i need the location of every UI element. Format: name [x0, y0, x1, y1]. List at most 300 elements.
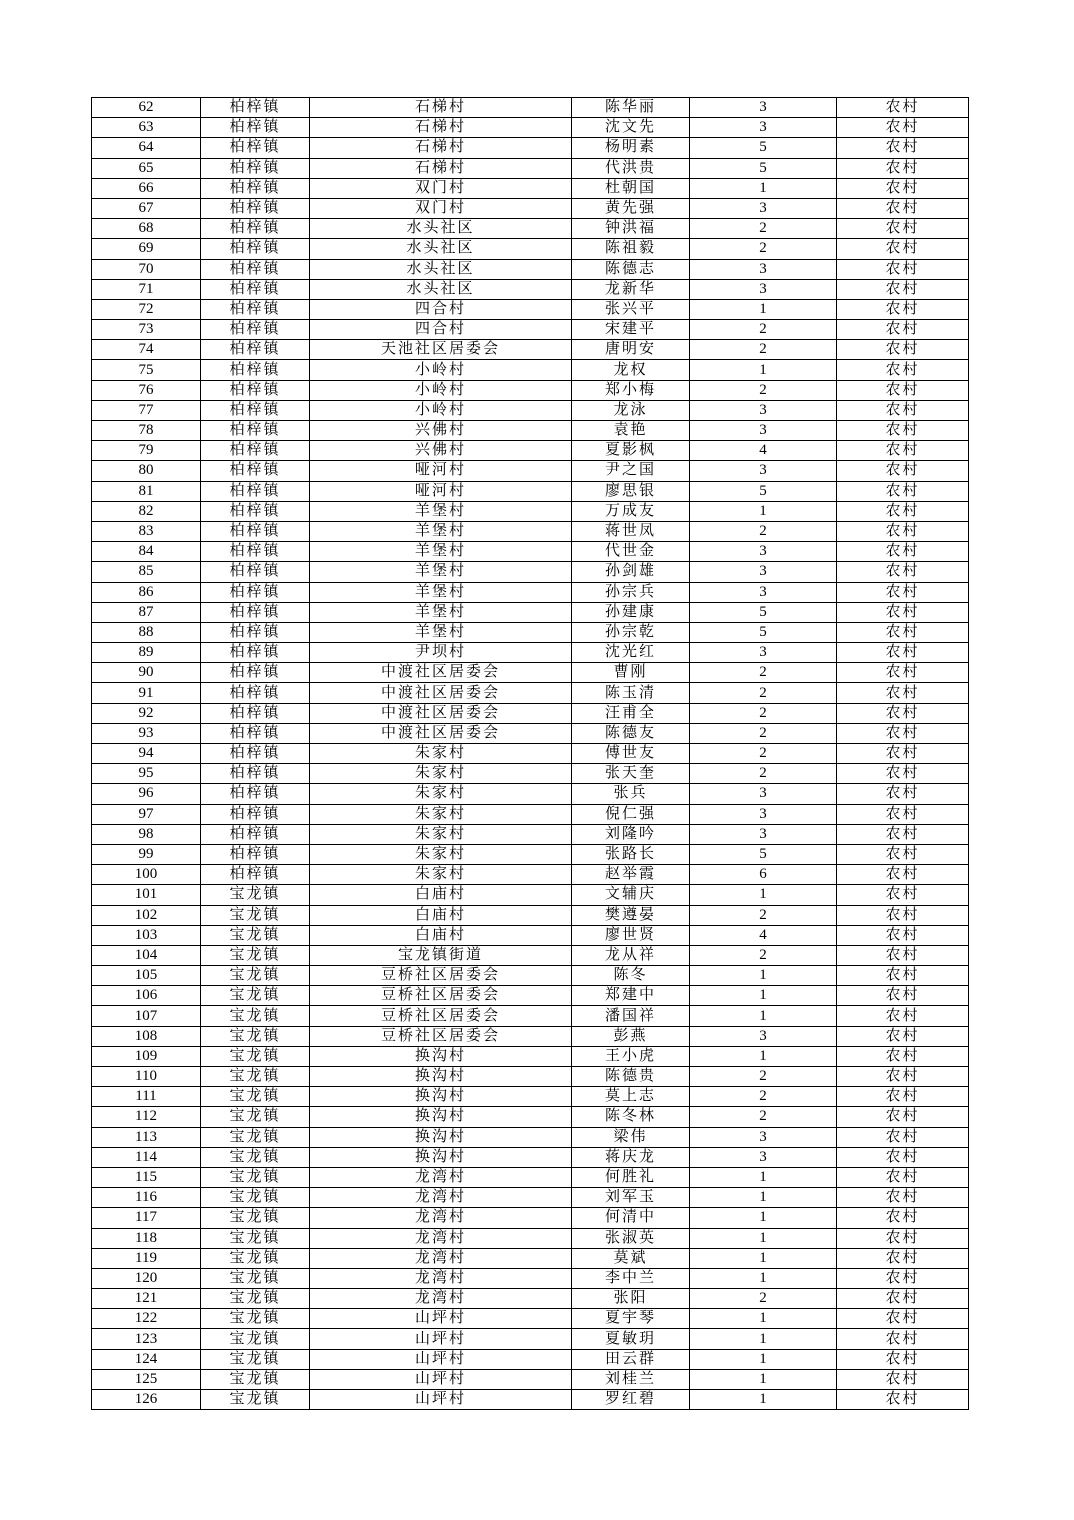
row-number-cell: 121: [92, 1289, 201, 1309]
count-cell: 3: [690, 279, 837, 299]
village-cell: 小岭村: [310, 400, 572, 420]
count-cell: 3: [690, 824, 837, 844]
table-row: [92, 582, 969, 602]
town-cell: 柏梓镇: [201, 542, 310, 562]
village-cell: 羊堡村: [310, 622, 572, 642]
row-number-cell: 81: [92, 481, 201, 501]
town-cell: 宝龙镇: [201, 1046, 310, 1066]
village-cell: 四合村: [310, 299, 572, 319]
table-row: [92, 1087, 969, 1107]
village-cell: 豆桥社区居委会: [310, 1026, 572, 1046]
type-cell: 农村: [837, 1390, 969, 1410]
count-cell: 2: [690, 380, 837, 400]
village-cell: 白庙村: [310, 925, 572, 945]
town-cell: 宝龙镇: [201, 1390, 310, 1410]
town-cell: 柏梓镇: [201, 158, 310, 178]
village-cell: 山坪村: [310, 1349, 572, 1369]
count-cell: 3: [690, 400, 837, 420]
type-cell: 农村: [837, 118, 969, 138]
type-cell: 农村: [837, 1188, 969, 1208]
type-cell: 农村: [837, 1309, 969, 1329]
count-cell: 4: [690, 441, 837, 461]
town-cell: 宝龙镇: [201, 986, 310, 1006]
type-cell: 农村: [837, 1228, 969, 1248]
count-cell: 2: [690, 239, 837, 259]
table-row: [92, 98, 969, 118]
row-number-cell: 94: [92, 744, 201, 764]
row-number-cell: 87: [92, 602, 201, 622]
town-cell: 柏梓镇: [201, 663, 310, 683]
row-number-cell: 112: [92, 1107, 201, 1127]
village-cell: 双门村: [310, 198, 572, 218]
name-cell: 夏影枫: [572, 441, 690, 461]
count-cell: 3: [690, 562, 837, 582]
count-cell: 2: [690, 1067, 837, 1087]
table-row: [92, 158, 969, 178]
type-cell: 农村: [837, 138, 969, 158]
village-cell: 山坪村: [310, 1390, 572, 1410]
row-number-cell: 77: [92, 400, 201, 420]
count-cell: 5: [690, 844, 837, 864]
town-cell: 柏梓镇: [201, 602, 310, 622]
table-row: [92, 178, 969, 198]
name-cell: 廖世贤: [572, 925, 690, 945]
table-row: [92, 723, 969, 743]
count-cell: 3: [690, 98, 837, 118]
name-cell: 宋建平: [572, 320, 690, 340]
table-row: [92, 542, 969, 562]
name-cell: 张阳: [572, 1289, 690, 1309]
table-row: [92, 622, 969, 642]
type-cell: 农村: [837, 98, 969, 118]
count-cell: 5: [690, 158, 837, 178]
type-cell: 农村: [837, 158, 969, 178]
table-row: [92, 643, 969, 663]
table-row: [92, 703, 969, 723]
town-cell: 宝龙镇: [201, 1228, 310, 1248]
type-cell: 农村: [837, 259, 969, 279]
count-cell: 1: [690, 1188, 837, 1208]
town-cell: 宝龙镇: [201, 1167, 310, 1187]
name-cell: 何清中: [572, 1208, 690, 1228]
count-cell: 2: [690, 340, 837, 360]
row-number-cell: 82: [92, 501, 201, 521]
type-cell: 农村: [837, 844, 969, 864]
town-cell: 柏梓镇: [201, 784, 310, 804]
row-number-cell: 86: [92, 582, 201, 602]
row-number-cell: 115: [92, 1167, 201, 1187]
row-number-cell: 62: [92, 98, 201, 118]
village-cell: 换沟村: [310, 1046, 572, 1066]
village-cell: 白庙村: [310, 885, 572, 905]
count-cell: 2: [690, 723, 837, 743]
count-cell: 2: [690, 744, 837, 764]
town-cell: 柏梓镇: [201, 198, 310, 218]
type-cell: 农村: [837, 441, 969, 461]
table-row: [92, 400, 969, 420]
table-row: [92, 1390, 969, 1410]
type-cell: 农村: [837, 542, 969, 562]
name-cell: 孙宗乾: [572, 622, 690, 642]
type-cell: 农村: [837, 1268, 969, 1288]
name-cell: 文辅庆: [572, 885, 690, 905]
table-row: [92, 360, 969, 380]
row-number-cell: 125: [92, 1369, 201, 1389]
village-cell: 豆桥社区居委会: [310, 986, 572, 1006]
name-cell: 刘桂兰: [572, 1369, 690, 1389]
count-cell: 5: [690, 602, 837, 622]
type-cell: 农村: [837, 1046, 969, 1066]
name-cell: 孙建康: [572, 602, 690, 622]
type-cell: 农村: [837, 1107, 969, 1127]
type-cell: 农村: [837, 400, 969, 420]
count-cell: 3: [690, 643, 837, 663]
town-cell: 柏梓镇: [201, 622, 310, 642]
village-cell: 石梯村: [310, 158, 572, 178]
town-cell: 柏梓镇: [201, 582, 310, 602]
count-cell: 1: [690, 1208, 837, 1228]
type-cell: 农村: [837, 481, 969, 501]
type-cell: 农村: [837, 1329, 969, 1349]
village-cell: 朱家村: [310, 744, 572, 764]
table-row: [92, 1147, 969, 1167]
type-cell: 农村: [837, 1006, 969, 1026]
village-cell: 换沟村: [310, 1087, 572, 1107]
name-cell: 万成友: [572, 501, 690, 521]
town-cell: 柏梓镇: [201, 703, 310, 723]
type-cell: 农村: [837, 1289, 969, 1309]
row-number-cell: 99: [92, 844, 201, 864]
row-number-cell: 88: [92, 622, 201, 642]
village-cell: 中渡社区居委会: [310, 683, 572, 703]
town-cell: 柏梓镇: [201, 98, 310, 118]
town-cell: 宝龙镇: [201, 1147, 310, 1167]
row-number-cell: 118: [92, 1228, 201, 1248]
name-cell: 倪仁强: [572, 804, 690, 824]
table-row: [92, 945, 969, 965]
table-row: [92, 441, 969, 461]
type-cell: 农村: [837, 1167, 969, 1187]
row-number-cell: 107: [92, 1006, 201, 1026]
count-cell: 1: [690, 966, 837, 986]
table-row: [92, 1026, 969, 1046]
count-cell: 1: [690, 1329, 837, 1349]
table-row: [92, 905, 969, 925]
town-cell: 柏梓镇: [201, 844, 310, 864]
village-cell: 羊堡村: [310, 602, 572, 622]
village-cell: 双门村: [310, 178, 572, 198]
village-cell: 石梯村: [310, 138, 572, 158]
village-cell: 换沟村: [310, 1107, 572, 1127]
row-number-cell: 124: [92, 1349, 201, 1369]
village-cell: 朱家村: [310, 865, 572, 885]
town-cell: 宝龙镇: [201, 1107, 310, 1127]
town-cell: 柏梓镇: [201, 239, 310, 259]
town-cell: 柏梓镇: [201, 683, 310, 703]
village-cell: 兴佛村: [310, 441, 572, 461]
name-cell: 龙从祥: [572, 945, 690, 965]
type-cell: 农村: [837, 824, 969, 844]
count-cell: 2: [690, 1289, 837, 1309]
table-body: [92, 98, 969, 1410]
type-cell: 农村: [837, 562, 969, 582]
table-row: [92, 764, 969, 784]
row-number-cell: 103: [92, 925, 201, 945]
count-cell: 1: [690, 885, 837, 905]
village-cell: 水头社区: [310, 219, 572, 239]
village-cell: 天池社区居委会: [310, 340, 572, 360]
count-cell: 2: [690, 521, 837, 541]
name-cell: 陈德友: [572, 723, 690, 743]
row-number-cell: 108: [92, 1026, 201, 1046]
name-cell: 何胜礼: [572, 1167, 690, 1187]
table-row: [92, 1046, 969, 1066]
count-cell: 3: [690, 259, 837, 279]
count-cell: 2: [690, 1107, 837, 1127]
count-cell: 3: [690, 198, 837, 218]
type-cell: 农村: [837, 622, 969, 642]
type-cell: 农村: [837, 1369, 969, 1389]
row-number-cell: 73: [92, 320, 201, 340]
table-row: [92, 1289, 969, 1309]
table-row: [92, 1369, 969, 1389]
village-cell: 羊堡村: [310, 542, 572, 562]
table-row: [92, 1167, 969, 1187]
name-cell: 夏敏玥: [572, 1329, 690, 1349]
type-cell: 农村: [837, 521, 969, 541]
name-cell: 龙新华: [572, 279, 690, 299]
village-cell: 山坪村: [310, 1369, 572, 1389]
town-cell: 柏梓镇: [201, 723, 310, 743]
type-cell: 农村: [837, 905, 969, 925]
village-cell: 豆桥社区居委会: [310, 966, 572, 986]
name-cell: 罗红碧: [572, 1390, 690, 1410]
table-row: [92, 118, 969, 138]
town-cell: 宝龙镇: [201, 1309, 310, 1329]
town-cell: 柏梓镇: [201, 340, 310, 360]
table-row: [92, 138, 969, 158]
table-row: [92, 966, 969, 986]
village-cell: 中渡社区居委会: [310, 703, 572, 723]
row-number-cell: 80: [92, 461, 201, 481]
village-cell: 羊堡村: [310, 582, 572, 602]
name-cell: 曹刚: [572, 663, 690, 683]
row-number-cell: 95: [92, 764, 201, 784]
town-cell: 宝龙镇: [201, 1067, 310, 1087]
table-row: [92, 340, 969, 360]
name-cell: 廖思银: [572, 481, 690, 501]
name-cell: 陈德志: [572, 259, 690, 279]
table-row: [92, 925, 969, 945]
name-cell: 彭燕: [572, 1026, 690, 1046]
town-cell: 柏梓镇: [201, 118, 310, 138]
table-row: [92, 461, 969, 481]
type-cell: 农村: [837, 784, 969, 804]
name-cell: 王小虎: [572, 1046, 690, 1066]
count-cell: 3: [690, 118, 837, 138]
town-cell: 柏梓镇: [201, 461, 310, 481]
row-number-cell: 67: [92, 198, 201, 218]
town-cell: 柏梓镇: [201, 259, 310, 279]
table-row: [92, 1268, 969, 1288]
type-cell: 农村: [837, 1067, 969, 1087]
type-cell: 农村: [837, 703, 969, 723]
count-cell: 5: [690, 138, 837, 158]
type-cell: 农村: [837, 663, 969, 683]
town-cell: 宝龙镇: [201, 1127, 310, 1147]
row-number-cell: 114: [92, 1147, 201, 1167]
count-cell: 2: [690, 320, 837, 340]
count-cell: 3: [690, 582, 837, 602]
name-cell: 莫上志: [572, 1087, 690, 1107]
name-cell: 孙剑雄: [572, 562, 690, 582]
table-row: [92, 259, 969, 279]
town-cell: 宝龙镇: [201, 1369, 310, 1389]
town-cell: 柏梓镇: [201, 521, 310, 541]
town-cell: 宝龙镇: [201, 1248, 310, 1268]
table-row: [92, 1329, 969, 1349]
row-number-cell: 98: [92, 824, 201, 844]
village-cell: 朱家村: [310, 844, 572, 864]
village-cell: 山坪村: [310, 1329, 572, 1349]
town-cell: 柏梓镇: [201, 744, 310, 764]
type-cell: 农村: [837, 986, 969, 1006]
table-row: [92, 1006, 969, 1026]
type-cell: 农村: [837, 1248, 969, 1268]
town-cell: 宝龙镇: [201, 1268, 310, 1288]
row-number-cell: 83: [92, 521, 201, 541]
table-row: [92, 1248, 969, 1268]
type-cell: 农村: [837, 219, 969, 239]
village-cell: 龙湾村: [310, 1228, 572, 1248]
type-cell: 农村: [837, 1127, 969, 1147]
row-number-cell: 74: [92, 340, 201, 360]
name-cell: 夏宇琴: [572, 1309, 690, 1329]
type-cell: 农村: [837, 723, 969, 743]
table-row: [92, 784, 969, 804]
row-number-cell: 84: [92, 542, 201, 562]
name-cell: 张路长: [572, 844, 690, 864]
row-number-cell: 123: [92, 1329, 201, 1349]
row-number-cell: 101: [92, 885, 201, 905]
count-cell: 2: [690, 703, 837, 723]
type-cell: 农村: [837, 865, 969, 885]
table-row: [92, 885, 969, 905]
table-row: [92, 198, 969, 218]
row-number-cell: 75: [92, 360, 201, 380]
count-cell: 3: [690, 461, 837, 481]
village-cell: 山坪村: [310, 1309, 572, 1329]
village-cell: 水头社区: [310, 239, 572, 259]
town-cell: 宝龙镇: [201, 1006, 310, 1026]
count-cell: 2: [690, 905, 837, 925]
table-row: [92, 521, 969, 541]
village-cell: 宝龙镇街道: [310, 945, 572, 965]
table-row: [92, 481, 969, 501]
row-number-cell: 120: [92, 1268, 201, 1288]
town-cell: 柏梓镇: [201, 441, 310, 461]
type-cell: 农村: [837, 501, 969, 521]
row-number-cell: 91: [92, 683, 201, 703]
town-cell: 宝龙镇: [201, 1329, 310, 1349]
village-cell: 哑河村: [310, 461, 572, 481]
table-row: [92, 824, 969, 844]
row-number-cell: 96: [92, 784, 201, 804]
name-cell: 代世金: [572, 542, 690, 562]
town-cell: 柏梓镇: [201, 299, 310, 319]
type-cell: 农村: [837, 602, 969, 622]
row-number-cell: 109: [92, 1046, 201, 1066]
table-row: [92, 1208, 969, 1228]
row-number-cell: 92: [92, 703, 201, 723]
village-cell: 换沟村: [310, 1147, 572, 1167]
village-cell: 龙湾村: [310, 1268, 572, 1288]
name-cell: 黄先强: [572, 198, 690, 218]
name-cell: 钟洪福: [572, 219, 690, 239]
village-cell: 豆桥社区居委会: [310, 1006, 572, 1026]
town-cell: 宝龙镇: [201, 1289, 310, 1309]
name-cell: 陈冬: [572, 966, 690, 986]
row-number-cell: 72: [92, 299, 201, 319]
count-cell: 2: [690, 1087, 837, 1107]
type-cell: 农村: [837, 804, 969, 824]
village-cell: 龙湾村: [310, 1208, 572, 1228]
count-cell: 1: [690, 178, 837, 198]
village-cell: 换沟村: [310, 1067, 572, 1087]
type-cell: 农村: [837, 925, 969, 945]
count-cell: 1: [690, 1390, 837, 1410]
count-cell: 4: [690, 925, 837, 945]
town-cell: 柏梓镇: [201, 279, 310, 299]
table-row: [92, 986, 969, 1006]
table-row: [92, 1309, 969, 1329]
name-cell: 陈华丽: [572, 98, 690, 118]
table-row: [92, 279, 969, 299]
village-cell: 白庙村: [310, 905, 572, 925]
type-cell: 农村: [837, 421, 969, 441]
count-cell: 1: [690, 1349, 837, 1369]
town-cell: 柏梓镇: [201, 400, 310, 420]
count-cell: 5: [690, 622, 837, 642]
row-number-cell: 104: [92, 945, 201, 965]
row-number-cell: 63: [92, 118, 201, 138]
village-cell: 石梯村: [310, 98, 572, 118]
count-cell: 3: [690, 1026, 837, 1046]
town-cell: 柏梓镇: [201, 764, 310, 784]
name-cell: 蒋庆龙: [572, 1147, 690, 1167]
village-cell: 朱家村: [310, 784, 572, 804]
name-cell: 袁艳: [572, 421, 690, 441]
village-cell: 龙湾村: [310, 1248, 572, 1268]
type-cell: 农村: [837, 279, 969, 299]
village-cell: 石梯村: [310, 118, 572, 138]
village-cell: 中渡社区居委会: [310, 663, 572, 683]
table-row: [92, 683, 969, 703]
village-cell: 龙湾村: [310, 1188, 572, 1208]
name-cell: 傅世友: [572, 744, 690, 764]
count-cell: 2: [690, 219, 837, 239]
table-row: [92, 299, 969, 319]
town-cell: 柏梓镇: [201, 178, 310, 198]
name-cell: 樊遵晏: [572, 905, 690, 925]
type-cell: 农村: [837, 340, 969, 360]
name-cell: 陈德贵: [572, 1067, 690, 1087]
row-number-cell: 85: [92, 562, 201, 582]
count-cell: 2: [690, 683, 837, 703]
row-number-cell: 119: [92, 1248, 201, 1268]
name-cell: 龙权: [572, 360, 690, 380]
row-number-cell: 97: [92, 804, 201, 824]
